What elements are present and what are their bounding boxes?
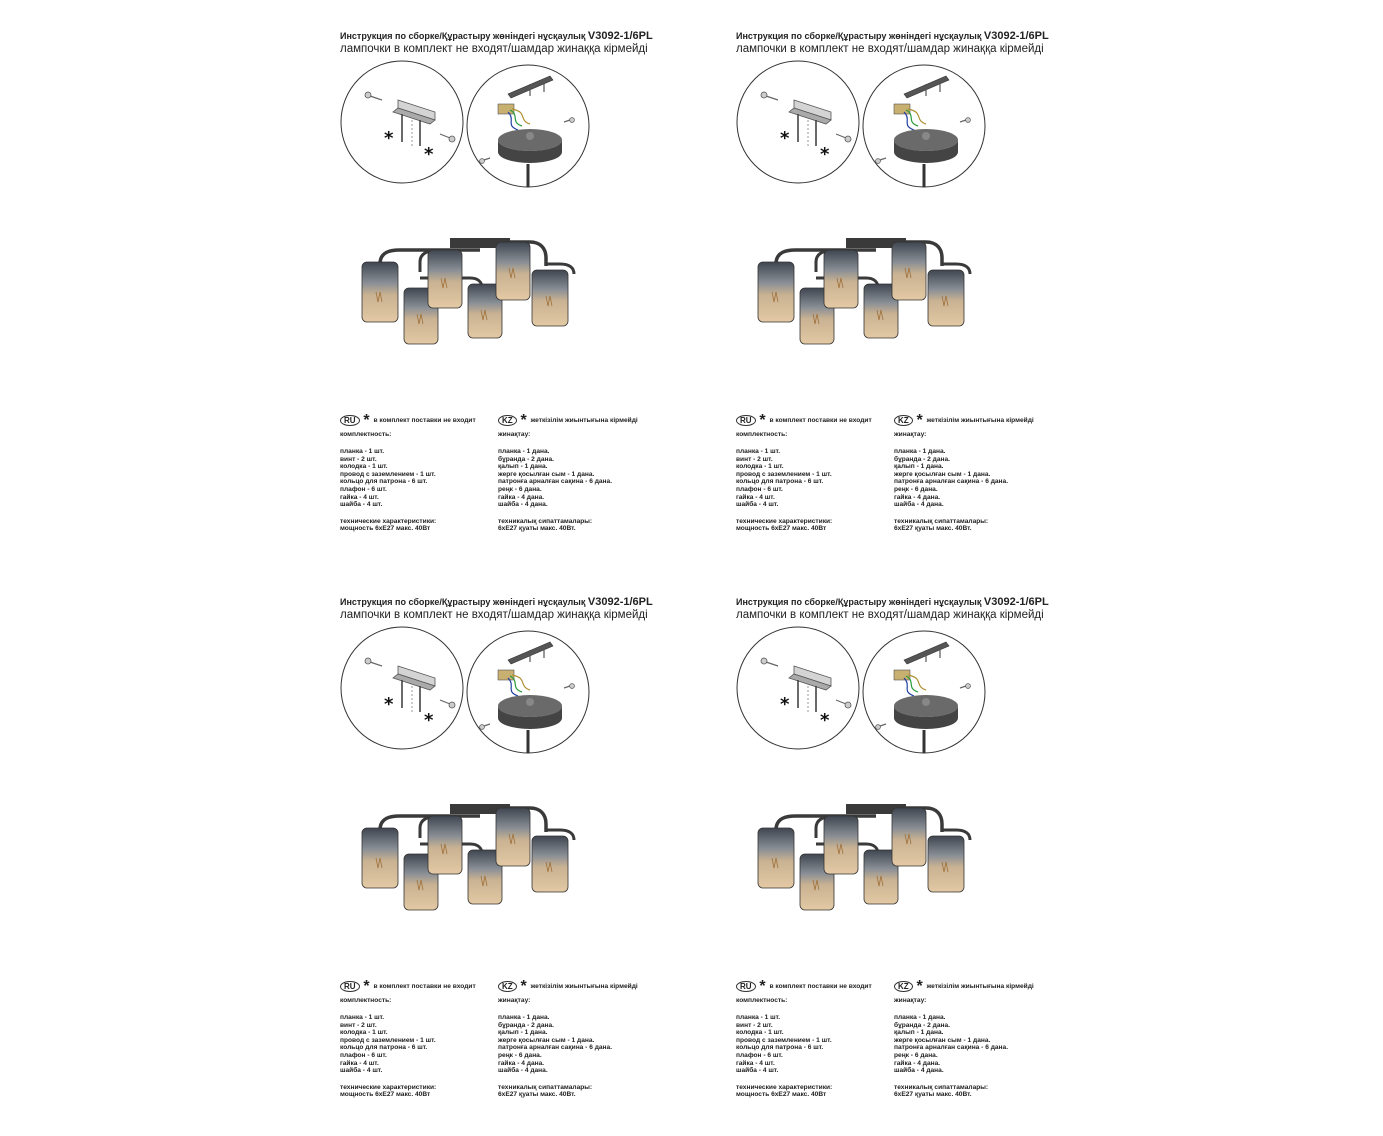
ru-column	[736, 977, 896, 1099]
svg-text:*: *	[424, 710, 434, 731]
svg-text:*: *	[384, 128, 394, 149]
lamp-shade	[758, 808, 964, 910]
ru-tech-value: мощность 6хЕ27 макс. 40Вт	[736, 1091, 827, 1099]
list-item: қалып - 1 дана.	[894, 463, 944, 471]
list-item: планка - 1 шт.	[340, 1014, 385, 1021]
list-item: патронға арналған сақина - 6 дана.	[894, 1044, 1009, 1052]
list-item: гайка - 4 шт.	[340, 1059, 379, 1067]
ru-column	[340, 411, 500, 533]
instruction-sheet	[736, 596, 1136, 1136]
chandelier-illustration	[756, 788, 996, 928]
list-item: планка - 1 дана.	[498, 448, 550, 455]
sheet-title-text: Инструкция по сборке/Құрастыру жөніндегі нұсқаулық	[736, 31, 982, 41]
kz-items	[894, 1014, 1064, 1075]
kz-badge: KZ	[498, 981, 517, 992]
ru-tech-label: технические характеристики:	[736, 1083, 833, 1091]
ru-tech-value: мощность 6хЕ27 макс. 40Вт	[340, 525, 431, 533]
sheet-title	[736, 30, 1049, 42]
kz-column	[498, 977, 668, 1099]
asterisk-icon: *	[363, 977, 370, 995]
ru-items	[340, 1014, 500, 1075]
kz-tech-value: 6хЕ27 қуаты макс. 40Вт.	[894, 1091, 972, 1099]
list-item: қалып - 1 дана.	[498, 1029, 548, 1037]
list-item: бұранда - 2 дана.	[894, 455, 950, 463]
ru-column	[736, 411, 896, 533]
asterisk-icon: *	[363, 411, 370, 429]
kz-note: жеткізілім жиынтығына кірмейді	[530, 983, 638, 990]
list-item: плафон - 6 шт.	[340, 1051, 387, 1059]
list-item: кольцо для патрона - 6 шт.	[340, 1044, 428, 1052]
list-item: планка - 1 шт.	[736, 1014, 781, 1021]
ru-note: в комплект поставки не входит	[769, 983, 872, 990]
ru-items	[340, 448, 500, 509]
chandelier-illustration	[756, 222, 996, 362]
list-item: винт - 2 шт.	[736, 1021, 773, 1029]
list-item: жерге қосылған сым - 1 дана.	[894, 470, 991, 478]
list-item: шайба - 4 шт.	[736, 1067, 779, 1075]
list-item: реңк - 6 дана.	[498, 485, 542, 493]
list-item: планка - 1 шт.	[340, 448, 385, 455]
model-number: V3092-1/6PL	[983, 30, 1049, 42]
ru-note: в комплект поставки не входит	[373, 417, 476, 424]
kz-tech-value: 6хЕ27 қуаты макс. 40Вт.	[498, 525, 576, 533]
chandelier-illustration	[360, 222, 600, 362]
list-item: планка - 1 шт.	[736, 448, 781, 455]
list-item: қалып - 1 дана.	[498, 463, 548, 471]
list-item: плафон - 6 шт.	[736, 485, 783, 493]
kz-items	[894, 448, 1064, 509]
list-item: кольцо для патрона - 6 шт.	[736, 1044, 824, 1052]
svg-text:*: *	[820, 144, 830, 165]
list-item: колодка - 1 шт.	[340, 1029, 388, 1037]
list-item: планка - 1 дана.	[498, 1014, 550, 1021]
list-item: провод с заземлением - 1 шт.	[736, 470, 832, 478]
list-item: гайка - 4 шт.	[736, 493, 775, 501]
list-item: провод с заземлением - 1 шт.	[340, 1036, 436, 1044]
list-item: колодка - 1 шт.	[736, 1029, 784, 1037]
kz-set-label: жинақтау:	[498, 997, 531, 1004]
sheet-title	[340, 30, 653, 42]
list-item: бұранда - 2 дана.	[498, 1021, 554, 1029]
assembly-diagram	[340, 60, 640, 190]
instruction-sheet	[340, 30, 740, 570]
ru-tech-label: технические характеристики:	[736, 517, 833, 525]
svg-text:*: *	[820, 710, 830, 731]
list-item: шайба - 4 дана.	[498, 501, 548, 509]
kz-tech-label: техникалық сипаттамалары:	[894, 517, 989, 525]
list-item: гайка - 4 шт.	[736, 1059, 775, 1067]
kz-badge: KZ	[498, 415, 517, 426]
kz-tech-label: техникалық сипаттамалары:	[498, 1083, 593, 1091]
kz-tech-value: 6хЕ27 қуаты макс. 40Вт.	[498, 1091, 576, 1099]
list-item: кольцо для патрона - 6 шт.	[340, 478, 428, 486]
ru-set-label: комплектность:	[736, 997, 788, 1004]
ru-tech-label: технические характеристики:	[340, 517, 437, 525]
list-item: плафон - 6 шт.	[736, 1051, 783, 1059]
ru-set-label: комплектность:	[736, 431, 788, 438]
kz-tech-value: 6хЕ27 қуаты макс. 40Вт.	[894, 525, 972, 533]
kz-note: жеткізілім жиынтығына кірмейді	[926, 983, 1034, 990]
list-item: бұранда - 2 дана.	[498, 455, 554, 463]
sheet-subtitle: лампочки в комплект не входят/шамдар жинаққа кірмейді	[736, 609, 1044, 621]
ru-set-label: комплектность:	[340, 997, 392, 1004]
list-item: жерге қосылған сым - 1 дана.	[498, 470, 595, 478]
ru-note: в комплект поставки не входит	[373, 983, 476, 990]
list-item: қалып - 1 дана.	[894, 1029, 944, 1037]
sheet-title	[340, 596, 653, 608]
list-item: реңк - 6 дана.	[894, 485, 938, 493]
parts-info	[340, 977, 660, 1111]
lamp-shade	[758, 242, 964, 344]
list-item: провод с заземлением - 1 шт.	[736, 1036, 832, 1044]
list-item: реңк - 6 дана.	[498, 1051, 542, 1059]
svg-text:*: *	[780, 128, 790, 149]
svg-text:*: *	[780, 694, 790, 715]
kz-set-label: жинақтау:	[498, 431, 531, 438]
list-item: шайба - 4 дана.	[894, 1067, 944, 1075]
kz-column	[894, 411, 1064, 533]
asterisk-icon: *	[759, 411, 766, 429]
ru-badge: RU	[736, 415, 756, 426]
list-item: провод с заземлением - 1 шт.	[340, 470, 436, 478]
ru-items	[736, 448, 896, 509]
list-item: гайка - 4 дана.	[894, 1059, 941, 1067]
list-item: гайка - 4 дана.	[498, 1059, 545, 1067]
asterisk-icon: *	[916, 977, 923, 995]
list-item: шайба - 4 дана.	[498, 1067, 548, 1075]
list-item: планка - 1 дана.	[894, 448, 946, 455]
list-item: шайба - 4 шт.	[340, 501, 383, 509]
list-item: шайба - 4 дана.	[894, 501, 944, 509]
list-item: плафон - 6 шт.	[340, 485, 387, 493]
kz-column	[498, 411, 668, 533]
parts-info	[736, 411, 1056, 545]
kz-badge: KZ	[894, 981, 913, 992]
list-item: гайка - 4 шт.	[340, 493, 379, 501]
assembly-diagram	[340, 626, 640, 756]
list-item: патронға арналған сақина - 6 дана.	[894, 478, 1009, 486]
ru-badge: RU	[736, 981, 756, 992]
list-item: планка - 1 дана.	[894, 1014, 946, 1021]
sheet-title-text: Инструкция по сборке/Құрастыру жөніндегі нұсқаулық	[340, 597, 586, 607]
kz-column	[894, 977, 1064, 1099]
instruction-sheet	[736, 30, 1136, 570]
list-item: гайка - 4 дана.	[894, 493, 941, 501]
ru-badge: RU	[340, 981, 360, 992]
sheet-subtitle: лампочки в комплект не входят/шамдар жинаққа кірмейді	[340, 609, 648, 621]
lamp-shade	[362, 808, 568, 910]
parts-info	[340, 411, 660, 545]
sheet-title-text: Инструкция по сборке/Құрастыру жөніндегі нұсқаулық	[340, 31, 586, 41]
svg-text:*: *	[424, 144, 434, 165]
list-item: колодка - 1 шт.	[736, 463, 784, 471]
list-item: реңк - 6 дана.	[894, 1051, 938, 1059]
kz-tech-label: техникалық сипаттамалары:	[498, 517, 593, 525]
ru-note: в комплект поставки не входит	[769, 417, 872, 424]
assembly-diagram	[736, 60, 1036, 190]
svg-text:*: *	[384, 694, 394, 715]
list-item: винт - 2 шт.	[340, 1021, 377, 1029]
sheet-title	[736, 596, 1049, 608]
ru-tech-value: мощность 6хЕ27 макс. 40Вт	[340, 1091, 431, 1099]
asterisk-icon: *	[520, 977, 527, 995]
list-item: гайка - 4 дана.	[498, 493, 545, 501]
kz-badge: KZ	[894, 415, 913, 426]
instruction-sheet	[340, 596, 740, 1136]
model-number: V3092-1/6PL	[587, 30, 653, 42]
kz-tech-label: техникалық сипаттамалары:	[894, 1083, 989, 1091]
list-item: патронға арналған сақина - 6 дана.	[498, 1044, 613, 1052]
chandelier-illustration	[360, 788, 600, 928]
ru-tech-value: мощность 6хЕ27 макс. 40Вт	[736, 525, 827, 533]
kz-note: жеткізілім жиынтығына кірмейді	[926, 417, 1034, 424]
asterisk-icon: *	[916, 411, 923, 429]
ru-set-label: комплектность:	[340, 431, 392, 438]
ru-items	[736, 1014, 896, 1075]
list-item: бұранда - 2 дана.	[894, 1021, 950, 1029]
ru-column	[340, 977, 500, 1099]
parts-info	[736, 977, 1056, 1111]
list-item: колодка - 1 шт.	[340, 463, 388, 471]
model-number: V3092-1/6PL	[587, 596, 653, 608]
lamp-shade	[362, 242, 568, 344]
model-number: V3092-1/6PL	[983, 596, 1049, 608]
list-item: шайба - 4 шт.	[736, 501, 779, 509]
list-item: патронға арналған сақина - 6 дана.	[498, 478, 613, 486]
kz-items	[498, 448, 668, 509]
sheet-subtitle: лампочки в комплект не входят/шамдар жинаққа кірмейді	[340, 43, 648, 55]
kz-set-label: жинақтау:	[894, 997, 927, 1004]
ru-badge: RU	[340, 415, 360, 426]
asterisk-icon: *	[759, 977, 766, 995]
list-item: жерге қосылған сым - 1 дана.	[498, 1036, 595, 1044]
kz-note: жеткізілім жиынтығына кірмейді	[530, 417, 638, 424]
kz-set-label: жинақтау:	[894, 431, 927, 438]
list-item: кольцо для патрона - 6 шт.	[736, 478, 824, 486]
list-item: шайба - 4 шт.	[340, 1067, 383, 1075]
asterisk-icon: *	[520, 411, 527, 429]
list-item: винт - 2 шт.	[736, 455, 773, 463]
assembly-diagram	[736, 626, 1036, 756]
kz-items	[498, 1014, 668, 1075]
sheet-title-text: Инструкция по сборке/Құрастыру жөніндегі нұсқаулық	[736, 597, 982, 607]
list-item: жерге қосылған сым - 1 дана.	[894, 1036, 991, 1044]
ru-tech-label: технические характеристики:	[340, 1083, 437, 1091]
list-item: винт - 2 шт.	[340, 455, 377, 463]
sheet-subtitle: лампочки в комплект не входят/шамдар жинаққа кірмейді	[736, 43, 1044, 55]
